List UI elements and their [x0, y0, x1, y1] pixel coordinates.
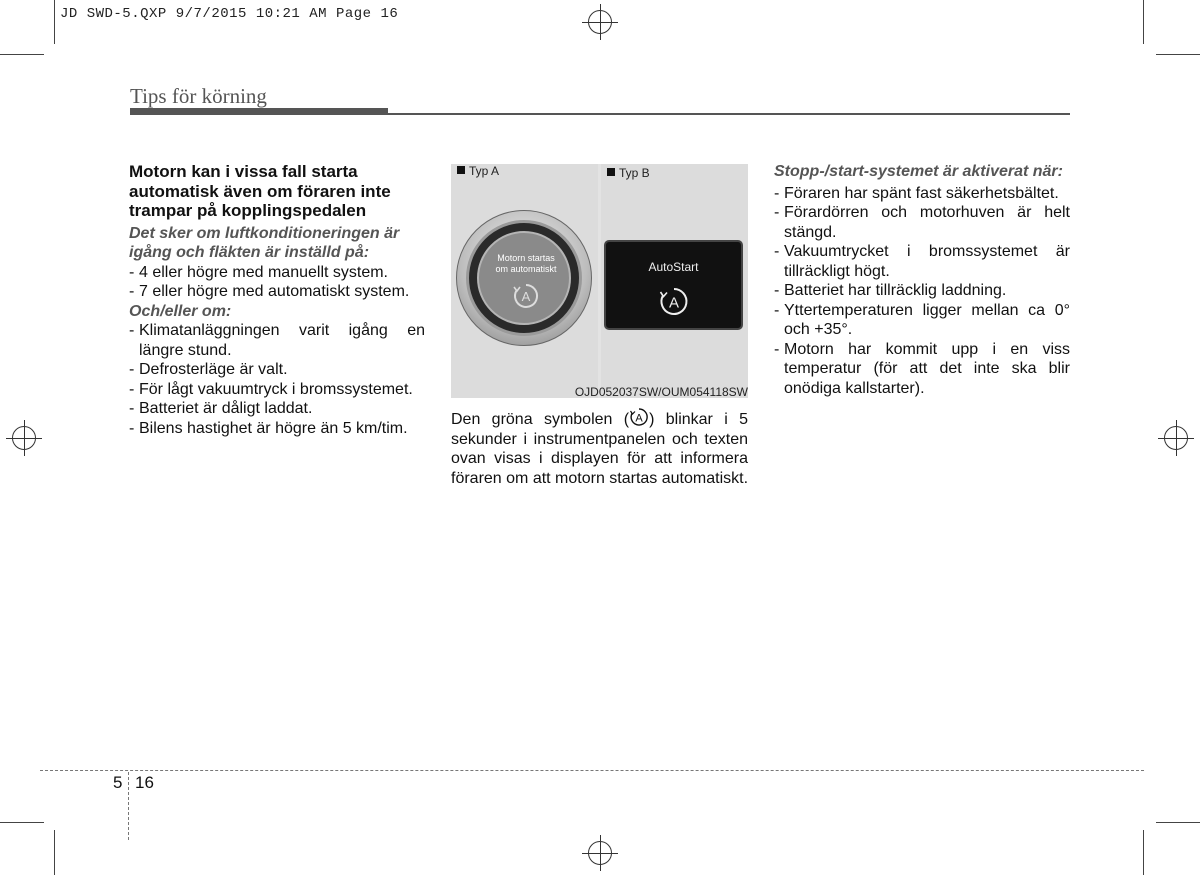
list-item: - Defrosterläge är valt.: [129, 361, 288, 378]
registration-mark-left: [6, 420, 42, 456]
title-rule-accent: [130, 108, 388, 115]
type-a-label: Typ A: [457, 164, 499, 178]
left-column: [129, 162, 425, 438]
registration-mark-top: [582, 4, 618, 40]
crop-mark: [1143, 830, 1144, 875]
autostart-icon: [629, 407, 649, 427]
footer-rule: [40, 770, 1144, 771]
autostart-display-text: AutoStart: [648, 260, 699, 274]
list-item: - Föraren har spänt fast säkerhetsbältet.: [774, 184, 1059, 202]
crop-mark: [1143, 0, 1144, 44]
section-title: Tips för körning: [130, 84, 267, 108]
crop-mark: [0, 54, 44, 55]
crop-mark: [54, 830, 55, 875]
crop-mark: [0, 822, 44, 823]
list-item: - Batteriet är dåligt laddat.: [129, 400, 313, 417]
right-heading: Stopp-/start-systemet är aktiverat när:: [774, 163, 1063, 180]
autostart-figure: [451, 164, 748, 398]
gauge-text-line1: Motorn startas: [497, 253, 555, 263]
print-header: JD SWD-5.QXP 9/7/2015 10:21 AM Page 16: [60, 6, 399, 22]
crop-mark: [1156, 54, 1200, 55]
autostart-icon: [511, 281, 541, 311]
list-item: - Förardörren och motorhuven är helt stängd.: [774, 204, 1070, 241]
list-item: - Bilens hastighet är högre än 5 km/tim.: [129, 419, 408, 437]
registration-mark-bottom: [582, 835, 618, 871]
left-subheading-2: Och/eller om:: [129, 302, 232, 320]
figure-panel-a: [451, 164, 598, 398]
page-number-value: 16: [135, 773, 154, 792]
list-item: - Vakuumtrycket i bromssystemet är tillräckligt högt.: [774, 243, 1070, 280]
crop-mark: [1156, 822, 1200, 823]
left-heading: Motorn kan i vissa fall starta automatisk även om föraren inte trampar på kopplingspedalen: [129, 162, 391, 220]
type-b-label: Typ B: [607, 166, 650, 180]
page-number: [113, 773, 122, 793]
autostart-display: [604, 240, 743, 330]
svg-text:A: A: [635, 412, 643, 425]
list-item: - Yttertemperaturen ligger mellan ca 0° och +35°.: [774, 301, 1070, 338]
gauge-text-line2: om automatiskt: [495, 264, 557, 274]
list-item: - 4 eller högre med manuellt system.: [129, 263, 388, 281]
svg-text:A: A: [521, 289, 531, 304]
left-subheading-1: Det sker om luftkonditioneringen är igång och fläkten är inställd på:: [129, 224, 400, 261]
list-item: - Motorn har kommit upp i en viss temperatur (för att det inte ska blir onödiga kallstarter).: [774, 340, 1070, 397]
middle-paragraph: Den gröna symbolen ( A ) blinkar i 5 sekunder i instrumentpanelen och texten ovan visas i displayen för att informera föraren om att motorn startas automatiskt.: [451, 407, 748, 488]
footer-divider: [128, 772, 129, 840]
list-item: - Klimatanläggningen varit igång en längre stund.: [129, 322, 425, 359]
list-item: - Batteriet har tillräcklig laddning.: [774, 282, 1007, 299]
chapter-number: 5: [113, 773, 123, 792]
page-number: [135, 773, 154, 793]
list-item: - För lågt vakuumtryck i bromssystemet.: [129, 380, 413, 398]
svg-text:A: A: [668, 294, 680, 312]
crop-mark: [54, 0, 55, 44]
figure-code: OJD052037SW/OUM054118SW: [574, 385, 748, 399]
right-column: [774, 162, 1070, 398]
registration-mark-right: [1158, 420, 1194, 456]
list-item: - 7 eller högre med automatiskt system.: [129, 283, 410, 300]
gauge-illustration: [456, 210, 592, 346]
autostart-icon: [658, 286, 690, 318]
